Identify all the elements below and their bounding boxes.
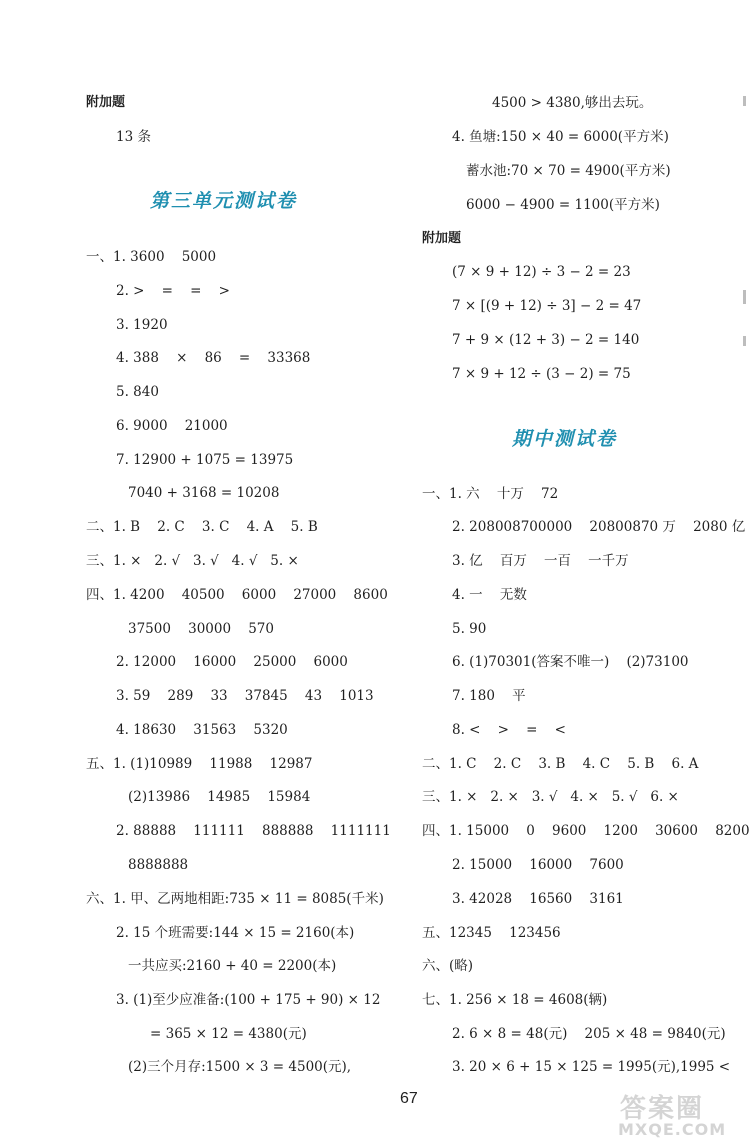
answer-line: 二、1. C 2. C 3. B 4. C 5. B 6. A <box>422 756 699 772</box>
answer-line: 2. 12000 16000 25000 6000 <box>116 654 348 670</box>
answer-line: 6000 − 4900 = 1100(平方米) <box>466 197 660 213</box>
answer-line: 3. 20 × 6 + 15 × 125 = 1995(元),1995 < <box>452 1059 731 1075</box>
section-title-midterm: 期中测试卷 <box>512 428 618 450</box>
answer-line: 五、12345 123456 <box>422 925 561 941</box>
answer-line: 2. 15000 16000 7600 <box>452 857 624 873</box>
answer-line: 3. 59 289 33 37845 43 1013 <box>116 688 374 704</box>
appendix-line: 7 × [(9 + 12) ÷ 3] − 2 = 47 <box>452 298 642 314</box>
answer-line: 蓄水池:70 × 70 = 4900(平方米) <box>466 163 671 179</box>
answer-line: 一、1. 3600 5000 <box>86 249 217 265</box>
answer-line: 7040 + 3168 = 10208 <box>128 485 280 501</box>
answer-line: 三、1. × 2. × 3. √ 4. × 5. √ 6. × <box>422 789 679 805</box>
answer-line: 3. 42028 16560 3161 <box>452 891 624 907</box>
appendix-heading: 附加题 <box>422 231 462 246</box>
answer-line: 8. < > = < <box>452 722 566 738</box>
watermark-text-top: 答案圈 <box>620 1094 705 1124</box>
answer-line: (2)三个月存:1500 × 3 = 4500(元), <box>128 1059 352 1075</box>
answer-line: 六、1. 甲、乙两地相距:735 × 11 = 8085(千米) <box>86 891 384 907</box>
watermark-text-bottom: MXQE.COM <box>618 1120 727 1139</box>
section-title-unit3: 第三单元测试卷 <box>150 190 298 212</box>
answer-line: 2. 15 个班需要:144 × 15 = 2160(本) <box>116 925 355 941</box>
answer-line: 4. 18630 31563 5320 <box>116 722 288 738</box>
answer-line: 3. 1920 <box>116 317 168 333</box>
appendix-heading: 附加题 <box>86 95 126 110</box>
answer-line: 6. (1)70301(答案不唯一) (2)73100 <box>452 654 689 670</box>
answer-line: 3. 亿 百万 一百 一千万 <box>452 553 629 569</box>
answer-line: (2)13986 14985 15984 <box>128 789 311 805</box>
answer-line: 5. 840 <box>116 384 159 400</box>
answer-line: = 365 × 12 = 4380(元) <box>150 1026 307 1042</box>
answer-line: 2. 208008700000 20800870 万 2080 亿 <box>452 519 746 535</box>
appendix-line: 7 + 9 × (12 + 3) − 2 = 140 <box>452 332 640 348</box>
answer-line: 7. 12900 + 1075 = 13975 <box>116 452 294 468</box>
answer-line: 五、1. (1)10989 11988 12987 <box>86 756 313 772</box>
answer-line: 37500 30000 570 <box>128 621 274 637</box>
answer-line: 六、(略) <box>422 958 474 974</box>
answer-line: 一、1. 六 十万 72 <box>422 486 559 502</box>
answer-line: 4500 > 4380,够出去玩。 <box>492 95 653 111</box>
answer-line: 2. > = = > <box>116 283 230 299</box>
answer-line: 二、1. B 2. C 3. C 4. A 5. B <box>86 519 318 535</box>
answer-line: 2. 6 × 8 = 48(元) 205 × 48 = 9840(元) <box>452 1026 726 1042</box>
answer-line: 4. 鱼塘:150 × 40 = 6000(平方米) <box>452 129 669 145</box>
answer-line: 三、1. × 2. √ 3. √ 4. √ 5. × <box>86 553 299 569</box>
watermark-logo <box>614 1088 744 1140</box>
answer-line: 四、1. 4200 40500 6000 27000 8600 <box>86 587 388 603</box>
appendix-line: (7 × 9 + 12) ÷ 3 − 2 = 23 <box>452 264 631 280</box>
answer-line: 6. 9000 21000 <box>116 418 228 434</box>
answer-line: 一共应买:2160 + 40 = 2200(本) <box>128 958 337 974</box>
answer-line: 8888888 <box>128 857 189 873</box>
answer-line: 2. 88888 111111 888888 1111111 <box>116 823 391 839</box>
appendix-line: 7 × 9 + 12 ÷ (3 − 2) = 75 <box>452 366 631 382</box>
answer-line: 七、1. 256 × 18 = 4608(辆) <box>422 992 608 1008</box>
answer-line: 4. 388 × 86 = 33368 <box>116 350 311 366</box>
edge-mark <box>743 96 746 106</box>
answer-line: 四、1. 15000 0 9600 1200 30600 8200 <box>422 823 750 839</box>
page-number: 67 <box>400 1090 418 1107</box>
answer-line: 5. 90 <box>452 621 487 637</box>
appendix-answer: 13 条 <box>116 129 151 145</box>
edge-mark <box>743 336 746 346</box>
answer-line: 7. 180 平 <box>452 688 526 704</box>
answer-line: 3. (1)至少应准备:(100 + 175 + 90) × 12 <box>116 992 381 1008</box>
answer-line: 4. 一 无数 <box>452 587 527 603</box>
edge-mark <box>743 290 746 304</box>
